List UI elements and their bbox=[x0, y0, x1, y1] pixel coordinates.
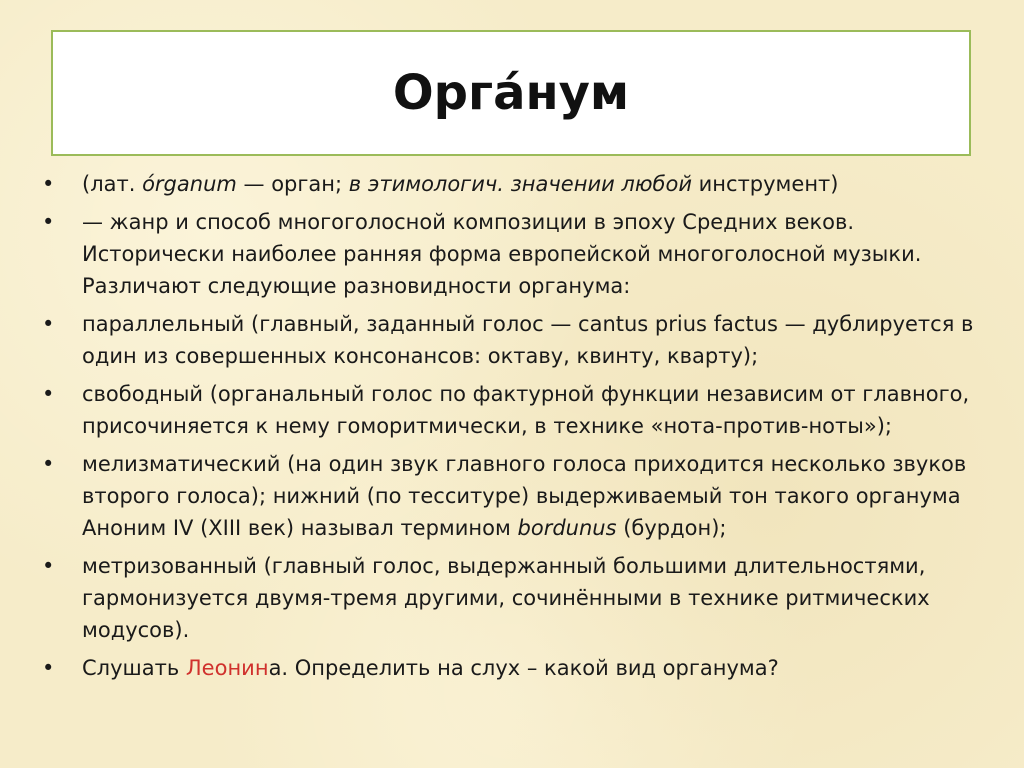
etymology-latin-word: órganum bbox=[142, 172, 237, 196]
bullet-item-free bbox=[40, 378, 1000, 442]
bullet-list bbox=[40, 168, 1000, 690]
melismatic-text-1: мелизматический (на один звук главного голоса приходится несколько звуков второго голоса); нижний (по тесситуре) выдерживаемый тон такого органума Аноним IV (XIII век) называл термином bbox=[82, 452, 967, 540]
slide-title: Орга́нум bbox=[392, 65, 630, 121]
bullet-item-parallel bbox=[40, 308, 1000, 372]
genre-text: — жанр и способ многоголосной композиции в эпоху Средних веков. Исторически наиболее ранняя форма европейской многоголосной музыки. Различают следующие разновидности органума: bbox=[82, 210, 922, 298]
title-box bbox=[51, 30, 971, 156]
free-text: свободный (органальный голос по фактурной функции независим от главного, присочиняется к нему гоморитмически, в технике «нота-против-ноты»); bbox=[82, 382, 970, 438]
melismatic-text-2: (бурдон); bbox=[616, 516, 727, 540]
bullet-dot-icon: • bbox=[42, 382, 55, 406]
bullet-item-genre bbox=[40, 206, 1000, 302]
bullet-dot-icon: • bbox=[42, 656, 55, 680]
bullet-item-melismatic bbox=[40, 448, 1000, 544]
leonin-highlight: Леонин bbox=[185, 656, 269, 680]
etymology-text-1: (лат. bbox=[82, 172, 143, 196]
etymology-text-2: — орган; bbox=[236, 172, 349, 196]
bullet-dot-icon: • bbox=[42, 554, 55, 578]
bullet-dot-icon: • bbox=[42, 210, 55, 234]
metrical-text: метризованный (главный голос, выдержанный большими длительностями, гармонизуется двумя-тремя другими, сочинёнными в технике ритмических модусов). bbox=[82, 554, 930, 642]
bullet-dot-icon: • bbox=[42, 312, 55, 336]
parallel-text: параллельный (главный, заданный голос — cantus prius factus — дублируется в один из совершенных консонансов: октаву, квинту, кварту); bbox=[82, 312, 974, 368]
bullet-item-etymology bbox=[40, 168, 1000, 200]
bullet-item-listen bbox=[40, 652, 1000, 684]
melismatic-term-italic: bordunus bbox=[517, 516, 617, 540]
etymology-italic-phrase: в этимологич. значении любой bbox=[348, 172, 692, 196]
listen-text-1: Слушать bbox=[82, 656, 186, 680]
bullet-dot-icon: • bbox=[42, 172, 55, 196]
bullet-item-metrical bbox=[40, 550, 1000, 646]
bullet-dot-icon: • bbox=[42, 452, 55, 476]
listen-text-2: а. Определить на слух – какой вид органума? bbox=[268, 656, 779, 680]
etymology-text-3: инструмент) bbox=[691, 172, 839, 196]
